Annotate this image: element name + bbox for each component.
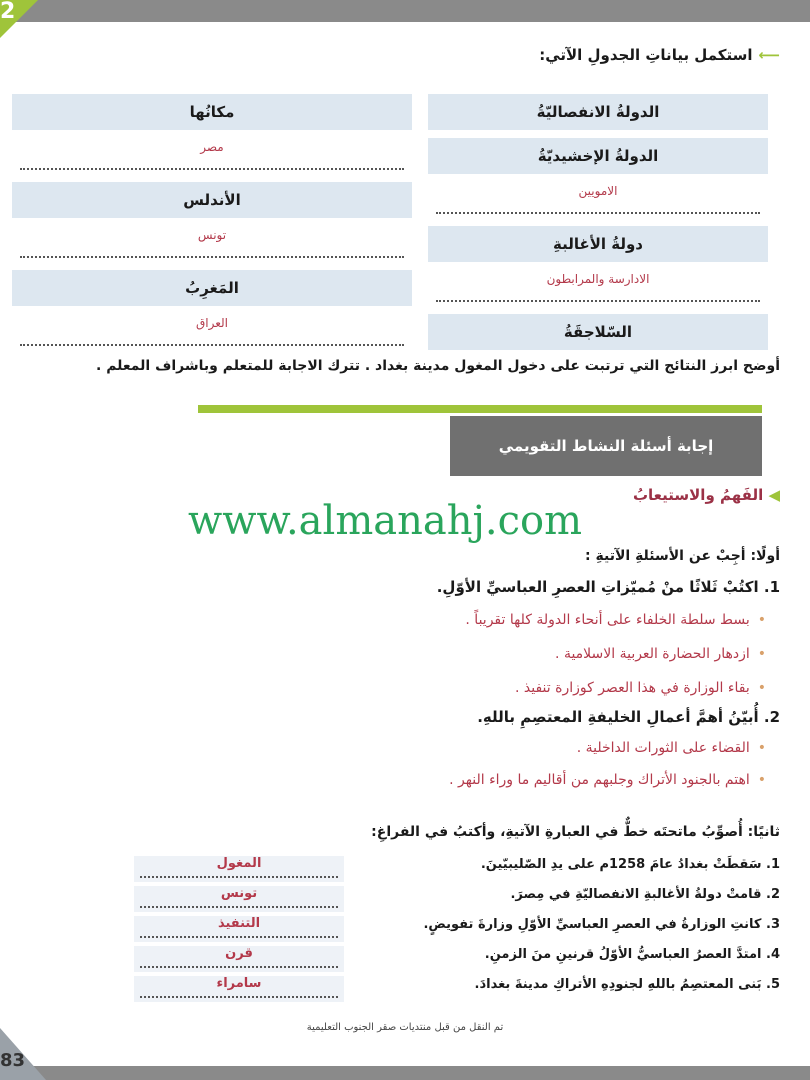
section-title-text: الفَهمُ والاستيعابُ bbox=[632, 486, 764, 504]
dotted-line bbox=[436, 212, 760, 214]
table-row bbox=[12, 268, 768, 312]
table-row bbox=[12, 224, 768, 268]
list-item bbox=[449, 772, 766, 788]
list-item bbox=[515, 680, 766, 696]
list-item bbox=[555, 646, 766, 662]
answer-field bbox=[12, 226, 412, 262]
fill-in-answers bbox=[134, 856, 344, 1006]
fill-answer bbox=[134, 856, 344, 882]
state-name: الدولةُ الإخشيديّةُ bbox=[428, 138, 768, 174]
page-number-top: 2 bbox=[0, 0, 16, 24]
bottom-bar bbox=[0, 1066, 810, 1080]
correction-item: 4. امتدَّ العصرُ العباسيُّ الأوّلُ قرنينِ منَ الزمنِ. bbox=[484, 947, 780, 962]
table-row bbox=[12, 312, 768, 356]
question-1: 1. اكتُبْ ثَلاثًا منْ مُميّزاتِ العصرِ العباسيِّ الأوّلِ. bbox=[436, 578, 780, 596]
answer-text: الامويين bbox=[578, 184, 618, 198]
answer-field bbox=[12, 314, 412, 350]
page-number-bottom: 83 bbox=[0, 1050, 26, 1071]
fill-answer bbox=[134, 946, 344, 972]
table-instruction-text: استكمل بياناتِ الجدولِ الآتي: bbox=[539, 46, 753, 64]
table-row bbox=[12, 180, 768, 224]
bullet-icon: • bbox=[757, 612, 766, 628]
header-state: الدولةُ الانفصاليّةُ bbox=[428, 94, 768, 130]
bullet-icon: • bbox=[757, 646, 766, 662]
green-divider bbox=[198, 405, 762, 413]
correction-item: 5. بَنى المعتصِمُ باللهِ لجنودِهِ الأتراكِ مدينةَ بغدادَ. bbox=[474, 977, 780, 992]
dotted-line bbox=[140, 966, 338, 968]
watermark: www.almanahj.com bbox=[188, 498, 583, 544]
answer-text: المغول bbox=[216, 856, 262, 871]
answer-text: العراق bbox=[195, 316, 229, 330]
list-item bbox=[577, 740, 766, 756]
correction-item: 1. سَقطَتْ بغدادُ عامَ 1258م على يدِ الصّليبيّينَ. bbox=[480, 857, 780, 872]
triangle-icon: ◀ bbox=[763, 486, 780, 504]
dotted-line bbox=[436, 300, 760, 302]
correction-item: 2. قامتْ دولةُ الأغالبةِ الانفصاليّةِ في مِصرَ. bbox=[510, 887, 780, 902]
footer-note: تم النقل من قبل منتديات صقر الجنوب التعليمية bbox=[306, 1022, 504, 1033]
answer-text: سامراء bbox=[216, 976, 262, 991]
table-header-row bbox=[12, 92, 768, 136]
answer-text: الادارسة والمرابطون bbox=[546, 272, 650, 286]
part2-title: ثانيًا: أُصوِّبُ ماتحتَه خطٌّ في العبارةِ الآتيةِ، وأكتبُ في الفراغِ: bbox=[371, 824, 780, 840]
answer-text: قرن bbox=[225, 946, 253, 961]
dotted-line bbox=[140, 906, 338, 908]
answer-text: ازدهار الحضارة العربية الاسلامية . bbox=[555, 646, 750, 662]
table-row bbox=[12, 136, 768, 180]
dotted-line bbox=[20, 256, 404, 258]
state-name: السّلاجقَةُ bbox=[428, 314, 768, 350]
list-item bbox=[465, 612, 766, 628]
bullet-icon: • bbox=[757, 680, 766, 696]
answer-field bbox=[428, 270, 768, 306]
answer-text: تونس bbox=[220, 886, 258, 901]
bullet-icon: • bbox=[757, 740, 766, 756]
mongol-question: أوضح ابرز النتائج التي ترتبت على دخول المغول مدينة بغداد . تترك الاجابة للمتعلم وباشراف المعلم . bbox=[96, 358, 780, 374]
answer-text: التنفيذ bbox=[217, 916, 261, 931]
states-table bbox=[12, 92, 768, 356]
answer-text: بسط سلطة الخلفاء على أنحاء الدولة كلها تقريباً . bbox=[465, 612, 750, 628]
answer-text: القضاء على الثورات الداخلية . bbox=[576, 740, 750, 756]
assessment-banner: إجابة أسئلة النشاط التقويمي bbox=[450, 416, 762, 476]
answer-text: مصر bbox=[200, 140, 224, 154]
question-2: 2. أُبيّنُ أهمَّ أعمالِ الخليفةِ المعتصِمِ باللهِ. bbox=[477, 708, 780, 726]
dotted-line bbox=[140, 936, 338, 938]
answer-text: بقاء الوزارة في هذا العصر كوزارة تنفيذ . bbox=[514, 680, 750, 696]
fill-answer bbox=[134, 886, 344, 912]
bullet-icon: • bbox=[757, 772, 766, 788]
header-location: مكانُها bbox=[12, 94, 412, 130]
answer-text: اهتم بالجنود الأتراك وجلبهم من أقاليم ما وراء النهر . bbox=[449, 772, 750, 788]
top-bar bbox=[0, 0, 810, 22]
dotted-line bbox=[20, 344, 404, 346]
location-name: الأندلس bbox=[12, 182, 412, 218]
dotted-line bbox=[20, 168, 404, 170]
location-name: المَغرِبُ bbox=[12, 270, 412, 306]
state-name: دولةُ الأغالبةِ bbox=[428, 226, 768, 262]
dotted-line bbox=[140, 996, 338, 998]
answer-text: تونس bbox=[197, 228, 227, 242]
answer-field bbox=[428, 182, 768, 218]
dotted-line bbox=[140, 876, 338, 878]
correction-item: 3. كانتِ الوزارةُ في العصرِ العباسيِّ الأوّلِ وزارةَ تفويضٍ. bbox=[423, 917, 780, 932]
part1-title: أولًا: أجِبْ عن الأسئلةِ الآتيةِ : bbox=[585, 548, 780, 564]
fill-answer bbox=[134, 976, 344, 1002]
arrow-icon: ⟵ bbox=[758, 46, 780, 64]
answer-field bbox=[12, 138, 412, 174]
table-instruction bbox=[380, 46, 780, 64]
fill-answer bbox=[134, 916, 344, 942]
